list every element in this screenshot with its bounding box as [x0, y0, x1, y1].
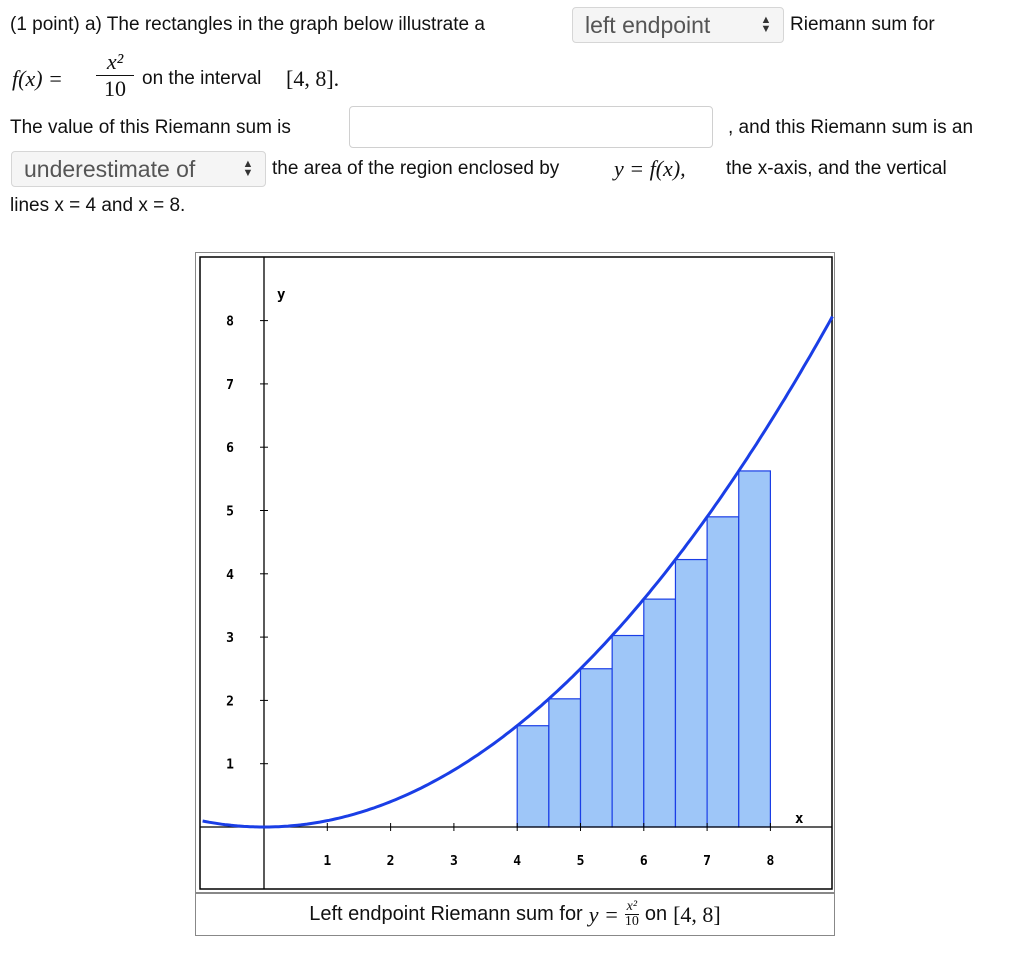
riemann-rectangle-1 — [517, 726, 549, 827]
estimate-select[interactable] — [11, 151, 266, 187]
caption-on: on — [644, 903, 668, 925]
x-tick-label: 7 — [703, 854, 712, 869]
x-tick-label: 1 — [323, 854, 332, 869]
x-tick-label: 4 — [513, 854, 522, 869]
interval-text: on the interval — [142, 68, 262, 89]
x-axis-label: x — [795, 811, 804, 827]
y-tick-label: 1 — [226, 757, 234, 773]
function-fraction — [96, 50, 134, 101]
function-numerator: x² — [106, 49, 124, 74]
value-label: The value of this Riemann sum is — [10, 117, 291, 138]
estimate-select-value: underestimate of — [24, 155, 196, 182]
graph-caption — [195, 893, 835, 936]
lines-text: lines x = 4 and x = 8. — [10, 195, 186, 216]
y-tick-label: 7 — [226, 377, 234, 393]
y-tick-label: 8 — [226, 314, 234, 330]
riemann-rectangle-3 — [581, 669, 613, 827]
x-tick-label: 2 — [386, 854, 395, 869]
caption-fraction — [625, 900, 639, 929]
graph-frame — [195, 252, 835, 893]
riemann-graph — [196, 253, 834, 892]
riemann-value-input[interactable] — [349, 106, 713, 148]
riemann-rectangle-6 — [675, 560, 707, 827]
caption-denominator: 10 — [624, 914, 639, 929]
method-select[interactable] — [572, 7, 784, 43]
riemann-rectangles — [517, 471, 770, 827]
caption-eq: y = — [588, 901, 619, 927]
riemann-rectangle-2 — [549, 699, 581, 827]
y-tick-label: 3 — [226, 631, 234, 647]
region-text-b: the x-axis, and the vertical — [726, 158, 947, 179]
y-tick-label: 5 — [226, 504, 234, 520]
y-ticks — [226, 315, 268, 773]
y-axis-label: y — [277, 287, 286, 303]
region-text-a: the area of the region enclosed by — [272, 158, 560, 179]
y-tick-label: 6 — [226, 441, 234, 457]
riemann-rectangle-4 — [612, 636, 644, 827]
caption-prefix: Left endpoint Riemann sum for — [309, 903, 583, 925]
select-arrows-icon: ▲ ▼ — [760, 14, 772, 35]
y-tick-label: 2 — [226, 694, 234, 710]
x-ticks — [323, 823, 774, 869]
riemann-rectangle-7 — [707, 517, 739, 827]
function-denominator: 10 — [104, 76, 126, 101]
problem-intro: (1 point) a) The rectangles in the graph below illustrate a — [10, 14, 485, 35]
interval-value: [4, 8]. — [286, 66, 340, 91]
caption-interval: [4, 8] — [673, 901, 721, 927]
x-tick-label: 6 — [639, 854, 648, 869]
caption-numerator: x² — [626, 899, 638, 914]
riemann-rectangle-5 — [644, 599, 676, 827]
select-arrows-icon: ▲ ▼ — [242, 158, 254, 179]
riemann-rectangle-8 — [739, 471, 771, 827]
function-lhs: f(x) = — [12, 66, 63, 91]
riemann-sum-for: Riemann sum for — [790, 14, 935, 35]
y-tick-label: 4 — [226, 567, 234, 583]
x-tick-label: 3 — [449, 854, 458, 869]
x-tick-label: 8 — [766, 854, 775, 869]
method-select-value: left endpoint — [585, 11, 711, 38]
x-tick-label: 5 — [576, 854, 585, 869]
region-equation: y = f(x), — [614, 156, 686, 181]
after-input-text: , and this Riemann sum is an — [728, 117, 974, 138]
